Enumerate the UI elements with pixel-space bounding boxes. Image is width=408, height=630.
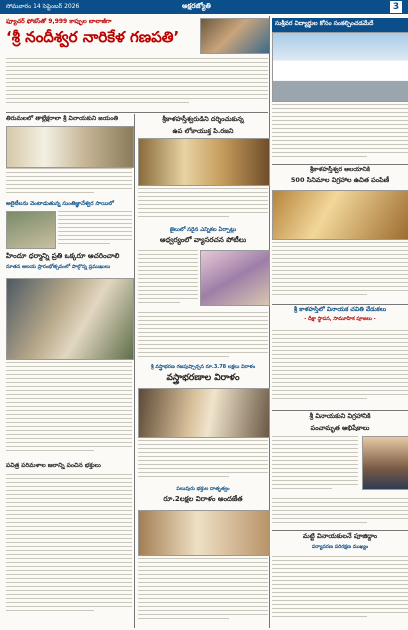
right-3-body (272, 436, 358, 496)
right-1-body (272, 242, 408, 302)
right-1-photo (272, 190, 408, 240)
right-rule-4 (272, 530, 408, 531)
right-rule-1 (272, 164, 408, 165)
issue-date: సోమవారం 14 సెప్టెంబర్ 2026 (6, 3, 80, 10)
article-3-headline: అలైటీలను వెంటాడుతున్న సుంతిజ్ఞానేశ్వర సాయిలో (6, 201, 114, 207)
section-rule (6, 112, 268, 113)
mid-1-body (138, 188, 268, 222)
article-3-photo (6, 211, 56, 249)
column-rule-left (134, 114, 135, 628)
masthead (0, 0, 408, 14)
mid-2-body-b (138, 312, 268, 364)
right-2-sub: - దీక్షా స్థాపన, సామూహిక పూజలు - (304, 316, 376, 322)
right-4-headline: మట్టి వినాయకులనే పూజిద్దాం (302, 532, 378, 540)
article-2-header (6, 115, 132, 124)
right-4-body (272, 556, 408, 624)
right-1-headline: శ్రీకాళహస్తీశ్వర ఆలయానికి (309, 166, 371, 173)
right-2-headline: శ్రీ కాళహస్తిలో వినాయక చవితి వేడుకలు (293, 306, 387, 313)
article-5-headline: పవిత్ర పరిమళాల జలాన్ని పంచిన భక్తులు (6, 462, 101, 469)
mid-2-headline: జైలులో సరైన ఎన్నికల ఏర్పాట్లు (169, 227, 237, 233)
mid-4-kicker: పలువురు భక్తుల దాతృత్వం (176, 486, 230, 492)
article-4-body (6, 362, 132, 462)
page-number: 3 (390, 1, 402, 13)
article-4-header (6, 252, 132, 276)
article-5-header (6, 462, 132, 471)
mid-1-headline-2: ఉప లోకాయుక్త పి.రజని (172, 127, 234, 135)
paper-name: అక్షరజ్యోతి (182, 2, 211, 10)
lead-body (6, 58, 268, 110)
article-3-body (58, 211, 132, 249)
building-photo (272, 32, 408, 102)
mid-3-kicker: శ్రీ వస్త్రాభరణ గజపుష్పార్చన రూ.3.78 లక్షలు విరాళం (150, 364, 256, 370)
mid-1-photo (138, 138, 270, 186)
right-2-header (272, 306, 408, 328)
right-2-body (272, 330, 408, 408)
mid-4-headline: రూ.2లక్షల విరాళం అందజేత (163, 495, 243, 503)
mid-4-body (138, 558, 268, 624)
top-right-body (272, 104, 408, 162)
right-rule-2 (272, 304, 408, 305)
mid-3-headline: వస్త్రాభరణాల విరాళం (166, 373, 240, 383)
mid-3-body (138, 440, 268, 484)
right-1-headline-2: 500 సినిమాల విగ్రహాల ఉచిత పంపిణీ (290, 176, 390, 184)
article-4-sub: నూతన ఆలయ ప్రారంభోత్సవంలో పాల్గొన్న ప్రముఖులు (6, 264, 111, 270)
mid-3-header (138, 364, 268, 386)
right-3-portrait (362, 436, 408, 490)
article-5-body (6, 474, 132, 624)
right-3-headline-2: పంచామృత అభిషేకాలు (310, 424, 370, 432)
mid-3-photo (138, 388, 270, 438)
lead-headline: ‘శ్రీ నందీశ్వర నారికేళ గణపతి’ (6, 28, 180, 46)
mid-2-headline-2: ఆధ్వర్యంలో వ్యాసరచన పోటీలు (159, 236, 247, 244)
right-4-sub: పర్యావరణ పరిరక్షణ ముఖ్యం (311, 544, 369, 550)
mid-2-body-a (138, 250, 198, 310)
article-2-photo (6, 126, 134, 168)
right-4-header (272, 532, 408, 554)
right-3-header (272, 412, 408, 434)
right-rule-3 (272, 410, 408, 411)
right-3-headline: శ్రీ వినాయకుని విగ్రహానికి (309, 412, 371, 420)
lead-story-header (6, 18, 200, 58)
mid-1-headline: శ్రీకాళహస్తీశ్వరుడిని దర్శించుకున్న (162, 115, 244, 123)
article-2-body (6, 168, 132, 198)
article-4-headline: హిందూ ధర్మాన్ని ప్రతి ఒక్కరూ ఆచరించాలి (6, 252, 120, 260)
article-2-headline: తిరుమలలో తాల్లేక్షరాలా శ్రీ వినాయకుని జయంతి (6, 115, 119, 122)
article-4-photo (6, 278, 134, 360)
article-3-header (6, 200, 132, 209)
mid-2-photo (200, 250, 270, 306)
mid-2-header (138, 226, 268, 248)
mid-1-header (138, 115, 268, 137)
lead-kicker: ఫ్యూచర్ ఫోకస్‌తో 9,999 కాప్ఫుల బాలాజీగా (6, 18, 112, 25)
lead-photo (200, 18, 270, 54)
mid-4-header (138, 486, 268, 508)
right-3-body-2 (272, 498, 408, 528)
right-1-header (272, 166, 408, 188)
mid-4-photo (138, 510, 270, 556)
top-right-headline: సుశ్రీవర విద్యార్థుల కోసం సంకల్పించడమేదే (272, 18, 408, 32)
